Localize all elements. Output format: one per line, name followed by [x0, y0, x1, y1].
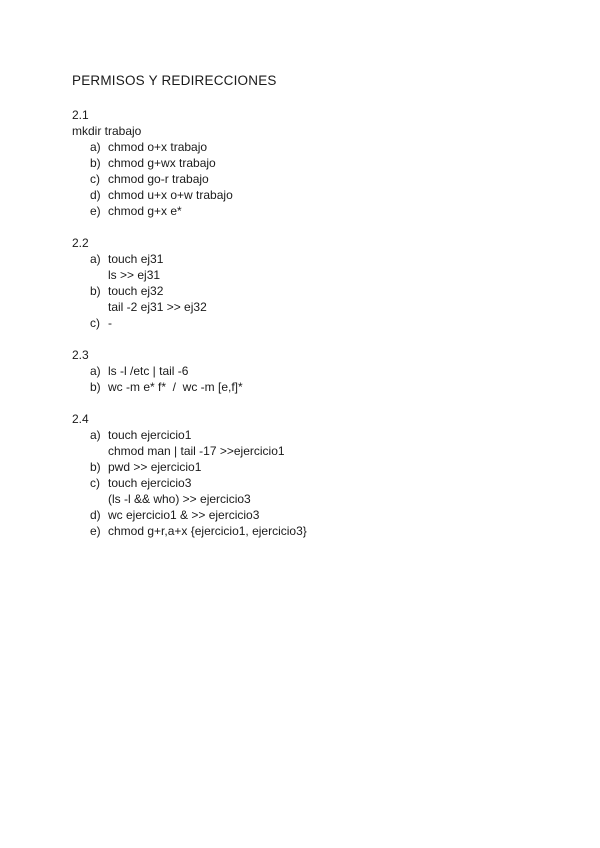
item-text: touch ej31 [108, 252, 164, 266]
list-item [72, 523, 552, 539]
item-letter: a) [90, 252, 101, 266]
item-letter: b) [90, 284, 101, 298]
list-item [72, 171, 552, 187]
list-item [72, 475, 552, 491]
item-text: chmod u+x o+w trabajo [108, 188, 233, 202]
list-item [72, 459, 552, 475]
item-letter: b) [90, 460, 101, 474]
item-text: ls -l /etc | tail -6 [108, 364, 189, 378]
list-item [72, 315, 552, 331]
item-text: pwd >> ejercicio1 [108, 460, 202, 474]
item-continuation: tail -2 ej31 >> ej32 [108, 300, 207, 314]
spacer [72, 395, 552, 411]
spacer [72, 331, 552, 347]
section-number: 2.3 [72, 348, 89, 362]
item-letter: c) [90, 476, 100, 490]
item-letter: d) [90, 508, 101, 522]
list-item [72, 427, 552, 443]
section-2-3 [72, 347, 552, 395]
list-item [72, 155, 552, 171]
list-item [72, 203, 552, 219]
list-item [72, 379, 552, 395]
item-continuation: ls >> ej31 [108, 268, 161, 282]
item-letter: a) [90, 364, 101, 378]
item-text: - [108, 316, 112, 330]
list-item [72, 507, 552, 523]
document-page [72, 72, 552, 539]
item-text: chmod go-r trabajo [108, 172, 209, 186]
item-letter: a) [90, 140, 101, 154]
list-item [72, 139, 552, 155]
item-text: chmod g+wx trabajo [108, 156, 216, 170]
item-text: touch ejercicio1 [108, 428, 192, 442]
section-2-1 [72, 107, 552, 219]
item-continuation: (ls -l && who) >> ejercicio3 [108, 492, 251, 506]
item-text: touch ej32 [108, 284, 164, 298]
item-text: chmod g+x e* [108, 204, 182, 218]
section-2-4 [72, 411, 552, 539]
item-letter: e) [90, 204, 101, 218]
section-number: 2.1 [72, 108, 89, 122]
item-text: touch ejercicio3 [108, 476, 192, 490]
list-item [72, 187, 552, 203]
list-item [72, 363, 552, 379]
item-letter: c) [90, 316, 100, 330]
section-number: 2.2 [72, 236, 89, 250]
item-text: chmod o+x trabajo [108, 140, 208, 154]
item-letter: d) [90, 188, 101, 202]
item-letter: c) [90, 172, 100, 186]
item-letter: b) [90, 156, 101, 170]
section-number: 2.4 [72, 412, 89, 426]
spacer [72, 219, 552, 235]
item-text: wc -m e* f* / wc -m [e,f]* [108, 380, 243, 394]
item-letter: e) [90, 524, 101, 538]
page-title: PERMISOS Y REDIRECCIONES [72, 73, 277, 88]
item-continuation: chmod man | tail -17 >>ejercicio1 [108, 444, 285, 458]
item-text: chmod g+r,a+x {ejercicio1, ejercicio3} [108, 524, 307, 538]
spacer [72, 90, 552, 107]
item-letter: b) [90, 380, 101, 394]
section-2-2 [72, 235, 552, 331]
list-item [72, 283, 552, 299]
item-text: wc ejercicio1 & >> ejercicio3 [108, 508, 260, 522]
item-letter: a) [90, 428, 101, 442]
list-item [72, 251, 552, 267]
section-intro: mkdir trabajo [72, 124, 142, 138]
